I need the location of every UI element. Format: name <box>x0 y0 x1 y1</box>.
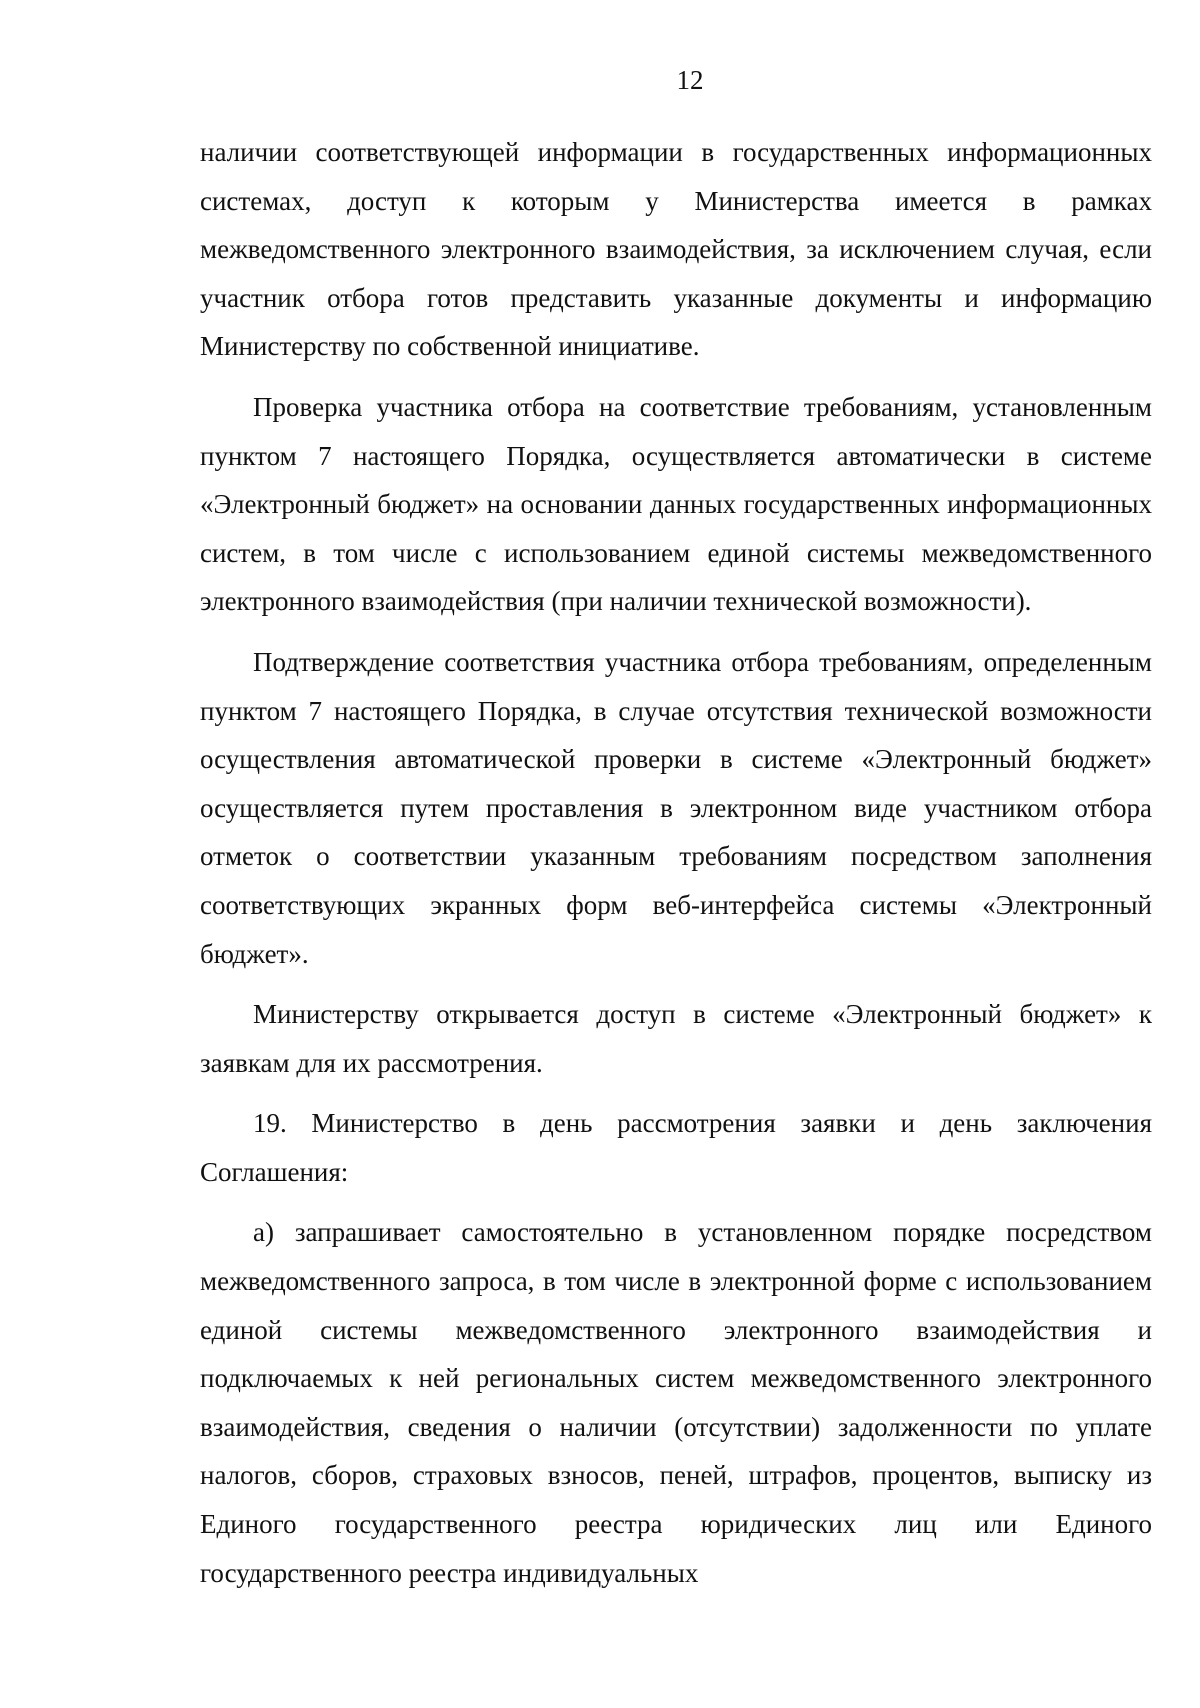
page-number: 12 <box>676 65 704 95</box>
paragraph-continuation: наличии соответствующей информации в государственных информационных системах, доступ к которым у Министерства имеется в рамках межведомственного электронного взаимодействия, за исключением случая, если участник отбора готов представить указанные документы и информацию Министерству по собственной инициативе. <box>200 137 1152 362</box>
paragraph-item-19a: а) запрашивает самостоятельно в установленном порядке посредством межведомственного запроса, в том числе в электронной форме с использованием единой системы межведомственного электронного взаимодействия и подключаемых к ней региональных систем межведомственного электронного взаимодействия, сведения о наличии (отсутствии) задолженности по уплате налогов, сборов, страховых взносов, пеней, штрафов, процентов, выписку из Единого государственного реестра юридических лиц или Единого государственного реестра индивидуальных <box>200 1217 1152 1588</box>
paragraph-verification: Проверка участника отбора на соответствие требованиям, установленным пунктом 7 настоящего Порядка, осуществляется автоматически в системе «Электронный бюджет» на основании данных государственных информационных систем, в том числе с использованием единой системы межведомственного электронного взаимодействия (при наличии технической возможности). <box>200 391 1152 617</box>
paragraph-confirmation: Подтверждение соответствия участника отбора требованиям, определенным пунктом 7 настоящего Порядка, в случае отсутствия технической возможности осуществления автоматической проверки в системе «Электронный бюджет» осуществляется путем проставления в электронном виде участником отбора отметок о соответствии указанным требованиям посредством заполнения соответствующих экранных форм веб-интерфейса системы «Электронный бюджет». <box>200 646 1152 969</box>
document-body <box>200 128 1152 1597</box>
paragraph-ministry-access: Министерству открывается доступ в системе «Электронный бюджет» к заявкам для их рассмотрения. <box>200 999 1152 1078</box>
paragraph-item-19: 19. Министерство в день рассмотрения заявки и день заключения Соглашения: <box>200 1108 1152 1187</box>
